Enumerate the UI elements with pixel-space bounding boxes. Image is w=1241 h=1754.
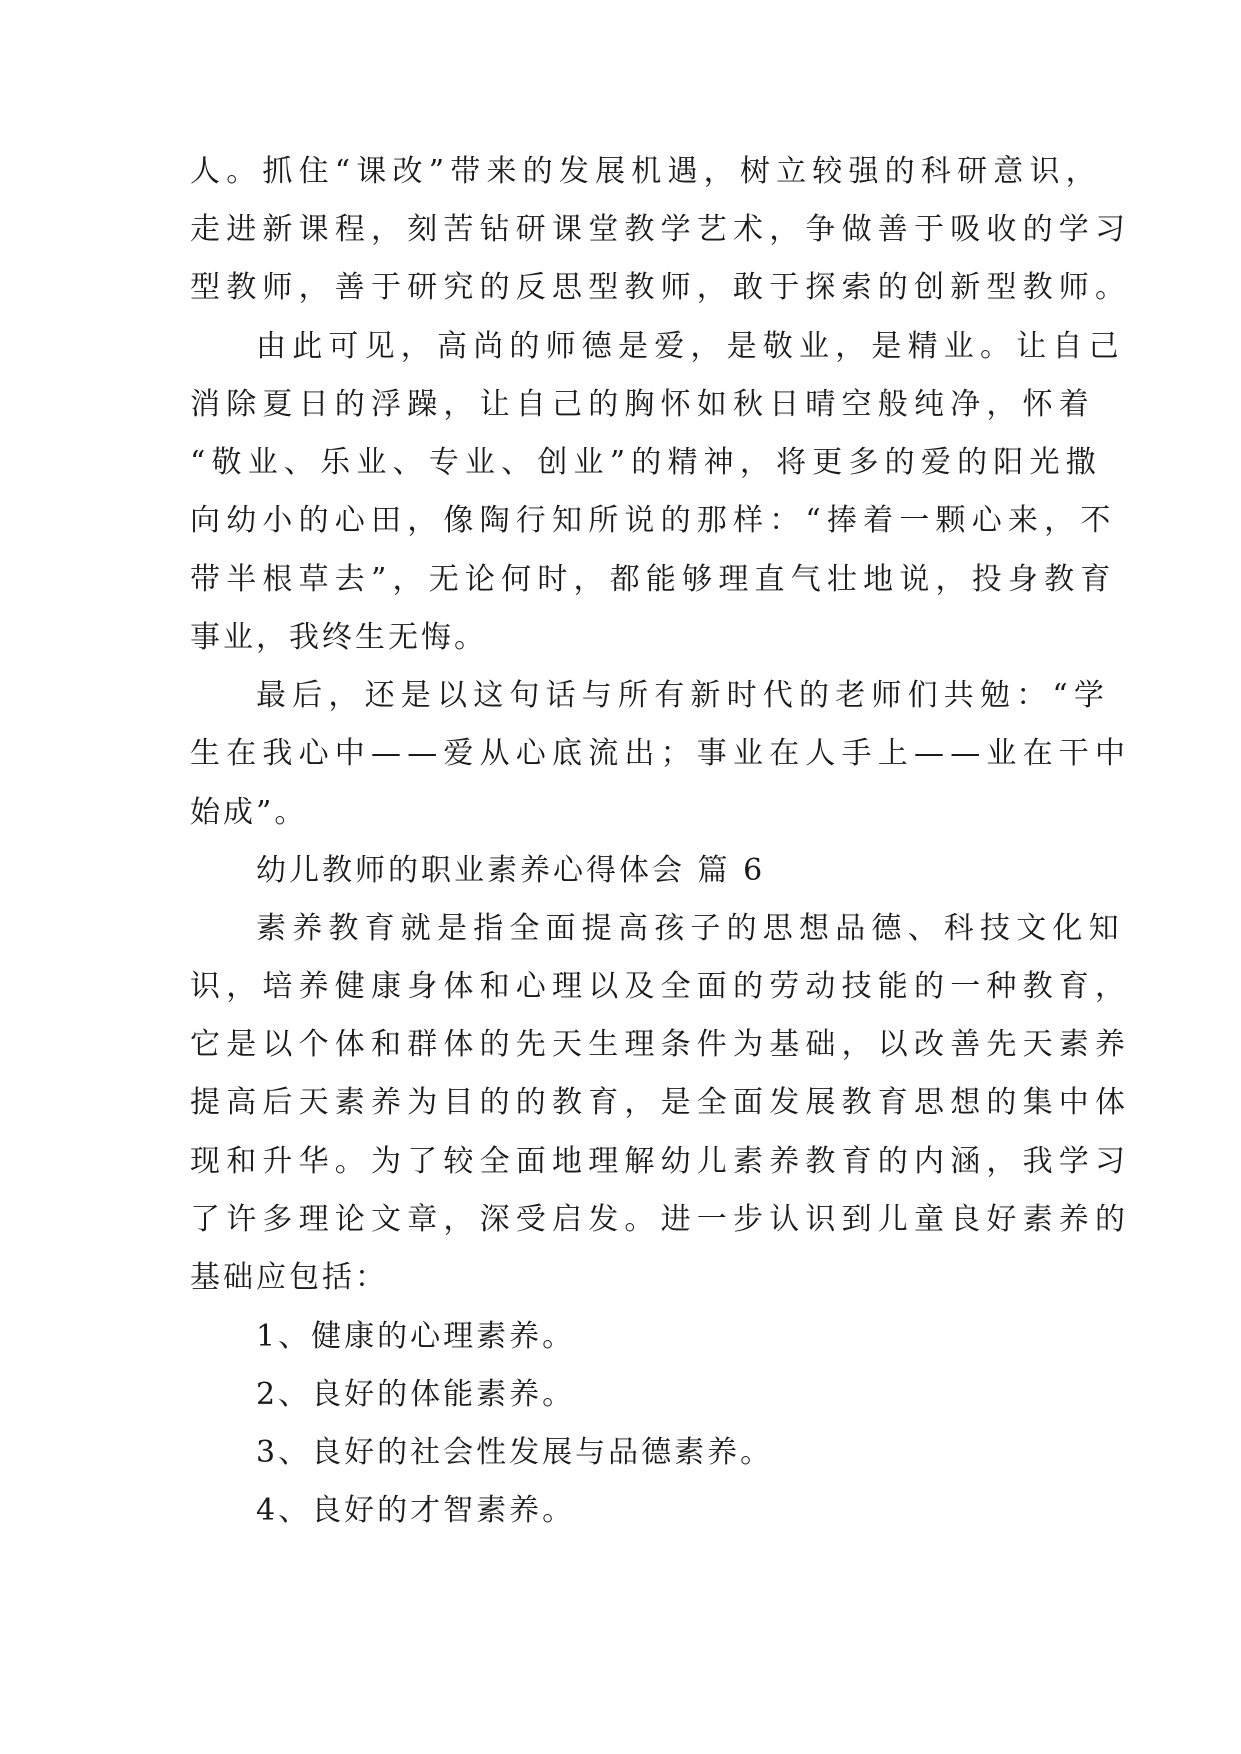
paragraph-line: 了许多理论文章，深受启发。进一步认识到儿童良好素养的 (190, 1202, 1132, 1237)
paragraph-line: 始成”。 (190, 795, 308, 830)
list-item: 1、健康的心理素养。 (256, 1319, 576, 1354)
paragraph-line: 向幼小的心田，像陶行知所说的那样：“捧着一颗心来，不 (190, 503, 1117, 538)
paragraph-line: 提高后天素养为目的的教育，是全面发展教育思想的集中体 (190, 1085, 1132, 1120)
list-item: 4、良好的才智素养。 (256, 1493, 576, 1528)
paragraph-line: 它是以个体和群体的先天生理条件为基础，以改善先天素养 (190, 1027, 1132, 1062)
paragraph-line: 素养教育就是指全面提高孩子的思想品德、科技文化知 (256, 911, 1125, 946)
paragraph-line: 由此可见，高尚的师德是爱，是敬业，是精业。让自己 (256, 329, 1125, 364)
paragraph-line: 最后，还是以这句话与所有新时代的老师们共勉：“学 (256, 678, 1111, 713)
paragraph-line: 生在我心中——爱从心底流出；事业在人手上——业在干中 (190, 736, 1132, 771)
paragraph-line: “敬业、乐业、专业、创业”的精神，将更多的爱的阳光撒 (190, 445, 1102, 480)
section-heading: 幼儿教师的职业素养心得体会 篇 6 (256, 853, 766, 888)
list-item: 3、良好的社会性发展与品德素养。 (256, 1435, 774, 1470)
paragraph-line: 识，培养健康身体和心理以及全面的劳动技能的一种教育， (190, 969, 1132, 1004)
paragraph-line: 走进新课程，刻苦钻研课堂教学艺术，争做善于吸收的学习 (190, 212, 1132, 247)
paragraph-line: 人。抓住“课改”带来的发展机遇，树立较强的科研意识， (190, 154, 1102, 189)
paragraph-line: 消除夏日的浮躁，让自己的胸怀如秋日晴空般纯净，怀着 (190, 387, 1095, 422)
paragraph-line: 带半根草去”，无论何时，都能够理直气壮地说，投身教育 (190, 562, 1117, 597)
paragraph-line: 现和升华。为了较全面地理解幼儿素养教育的内涵，我学习 (190, 1144, 1132, 1179)
paragraph-line: 基础应包括： (190, 1260, 388, 1295)
paragraph-line: 型教师，善于研究的反思型教师，敢于探索的创新型教师。 (190, 270, 1132, 305)
paragraph-line: 事业，我终生无悔。 (190, 620, 487, 655)
list-item: 2、良好的体能素养。 (256, 1377, 576, 1412)
